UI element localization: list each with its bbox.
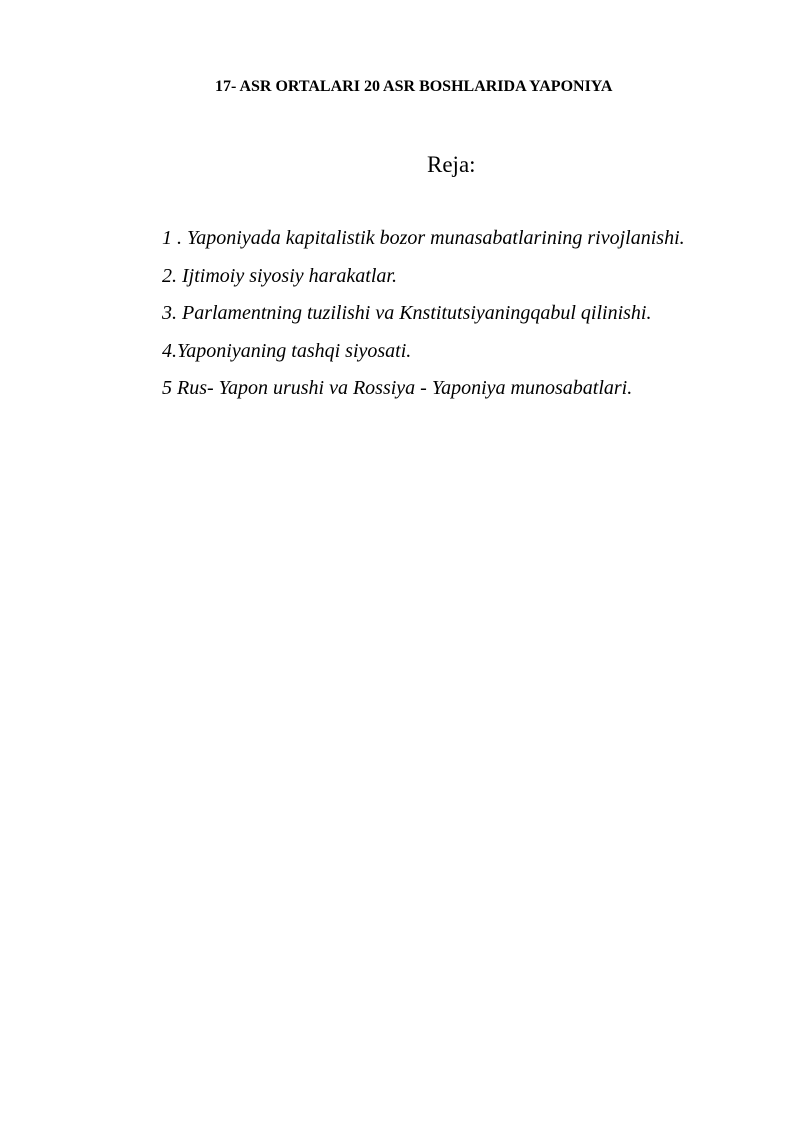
plan-item: 3. Parlamentning tuzilishi va Knstitutsiyaningqabul qilinishi. [162,302,652,324]
plan-item: 2. Ijtimoiy siyosiy harakatlar. [162,264,397,287]
plan-heading: Reja: [427,152,476,177]
plan-list [162,226,685,414]
document-title: 17- ASR ORTALARI 20 ASR BOSHLARIDA YAPONIYA [215,78,613,95]
plan-item: 5 Rus- Yapon urushi va Rossiya - Yaponiya munosabatlari. [162,377,633,399]
plan-item: 4.Yaponiyaning tashqi siyosati. [162,339,412,362]
plan-item: 1 . Yaponiyada kapitalistik bozor munasabatlarining rivojlanishi. [162,227,685,249]
